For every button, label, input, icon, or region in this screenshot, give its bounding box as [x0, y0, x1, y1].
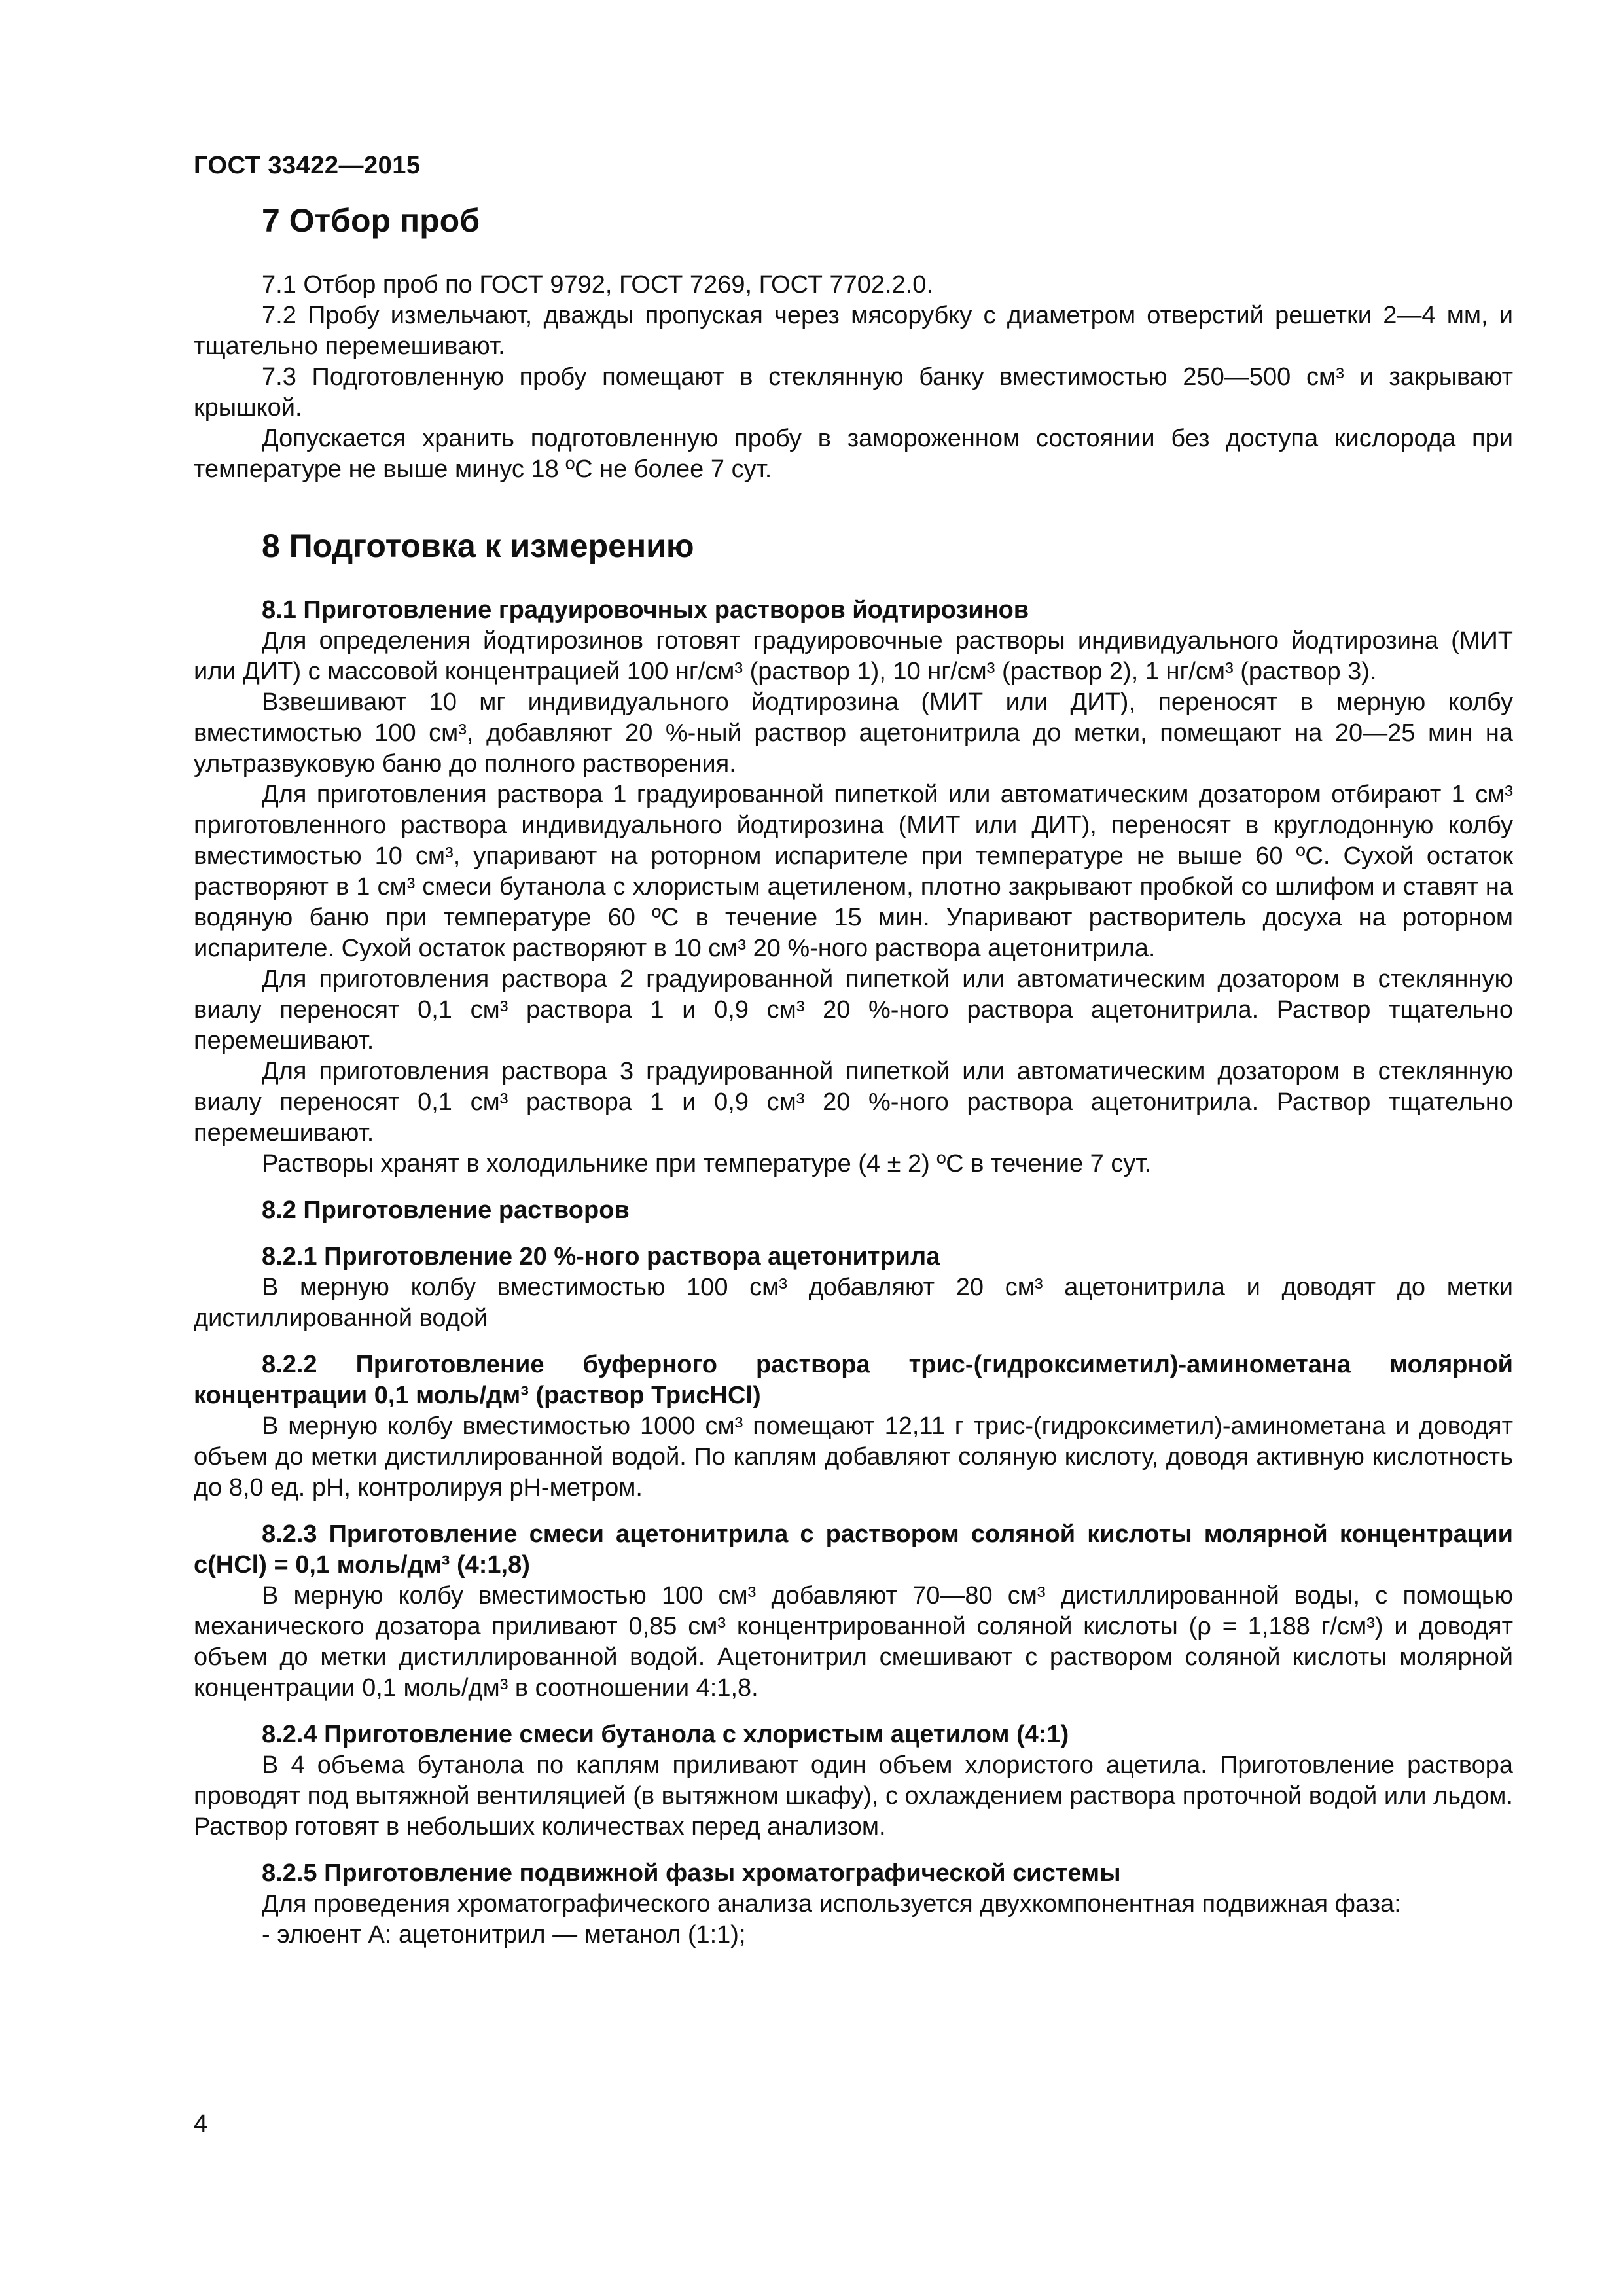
paragraph-8-2-2: В мерную колбу вместимостью 1000 см³ помещают 12,11 г трис-(гидроксиметил)-аминометана и доводят объем до метки дистиллированной водой. По каплям добавляют соляную кислоту, доводя активную кислотность до 8,0 ед. pH, контролируя pH-метром. [194, 1412, 1513, 1501]
subsection-8-1-heading: 8.1 Приготовление градуировочных растворов йодтирозинов [262, 596, 1029, 624]
subsection-8-2-2-heading: 8.2.2 Приготовление буферного раствора трис-(гидроксиметил)-аминометана молярной концентрации 0,1 моль/дм³ (раствор ТрисHCl) [194, 1351, 1513, 1409]
paragraph-7-storage: Допускается хранить подготовленную пробу в замороженном состоянии без доступа кислорода при температуре не выше минус 18 ºС не более 7 сут. [194, 425, 1513, 483]
paragraph-8-2-5: Для проведения хроматографического анализа используется двухкомпонентная подвижная фаза: [262, 1890, 1401, 1918]
paragraph-8-1-f: Растворы хранят в холодильнике при температуре (4 ± 2) ºС в течение 7 сут. [262, 1150, 1152, 1177]
list-item-eluent-a: - элюент А: ацетонитрил — метанол (1:1); [262, 1921, 746, 1948]
paragraph-8-2-4: В 4 объема бутанола по каплям приливают один объем хлористого ацетила. Приготовление раствора проводят под вытяжной вентиляцией (в вытяжном шкафу), с охлаждением раствора проточной водой или льдом. Раствор готовят в небольших количествах перед анализом. [194, 1751, 1513, 1840]
subsection-8-2-5-heading: 8.2.5 Приготовление подвижной фазы хроматографической системы [262, 1859, 1121, 1887]
subsection-8-2-4-heading: 8.2.4 Приготовление смеси бутанола с хлористым ацетилом (4:1) [262, 1721, 1069, 1748]
document-code-header: ГОСТ 33422—2015 [194, 152, 421, 179]
subsection-8-2-3-heading: 8.2.3 Приготовление смеси ацетонитрила с раствором соляной кислоты молярной концентрации с(HCl) = 0,1 моль/дм³ (4:1,8) [194, 1520, 1513, 1579]
subsection-8-2-1-heading: 8.2.1 Приготовление 20 %-ного раствора ацетонитрила [262, 1243, 940, 1270]
document-body [194, 196, 1513, 1950]
paragraph-8-2-1: В мерную колбу вместимостью 100 см³ добавляют 20 см³ ацетонитрила и доводят до метки дистиллированной водой [194, 1274, 1513, 1332]
paragraph-7-1: 7.1 Отбор проб по ГОСТ 9792, ГОСТ 7269, ГОСТ 7702.2.0. [262, 271, 933, 298]
page-number: 4 [194, 2110, 208, 2138]
paragraph-8-1-c: Для приготовления раствора 1 градуированной пипеткой или автоматическим дозатором отбирают 1 см³ приготовленного раствора индивидуального йодтирозина (МИТ или ДИТ), переносят в круглодонную колбу вместимостью 10 см³, упаривают на роторном испарителе при температуре не выше 60 ºС. Сухой остаток растворяют в 1 см³ смеси бутанола с хлористым ацетиленом, плотно закрывают пробкой со шлифом и ставят на водяную баню при температуре 60 ºС в течение 15 мин. Упаривают растворитель досуха на роторном испарителе. Сухой остаток растворяют в 10 см³ 20 %-ного раствора ацетонитрила. [194, 781, 1513, 962]
paragraph-8-2-3: В мерную колбу вместимостью 100 см³ добавляют 70—80 см³ дистиллированной воды, с помощью механического дозатора приливают 0,85 см³ концентрированной соляной кислоты (ρ = 1,188 г/см³) и доводят объем до метки дистиллированной водой. Ацетонитрил смешивают с раствором соляной кислоты молярной концентрации 0,1 моль/дм³ в соотношении 4:1,8. [194, 1582, 1513, 1702]
section-8-heading: 8 Подготовка к измерению [262, 528, 694, 564]
paragraph-8-1-e: Для приготовления раствора 3 градуированной пипеткой или автоматическим дозатором в стеклянную виалу переносят 0,1 см³ раствора 1 и 0,9 см³ 20 %-ного раствора ацетонитрила. Раствор тщательно перемешивают. [194, 1058, 1513, 1147]
paragraph-7-2: 7.2 Пробу измельчают, дважды пропуская через мясорубку с диаметром отверстий решетки 2—4 мм, и тщательно перемешивают. [194, 302, 1513, 360]
paragraph-8-1-b: Взвешивают 10 мг индивидуального йодтирозина (МИТ или ДИТ), переносят в мерную колбу вместимостью 100 см³, добавляют 20 %-ный раствор ацетонитрила до метки, помещают на 20—25 мин на ультразвуковую баню до полного растворения. [194, 689, 1513, 778]
section-7-heading: 7 Отбор проб [262, 202, 480, 239]
paragraph-8-1-a: Для определения йодтирозинов готовят градуировочные растворы индивидуального йодтирозина (МИТ или ДИТ) с массовой концентрацией 100 нг/см³ (раствор 1), 10 нг/см³ (раствор 2), 1 нг/см³ (раствор 3). [194, 627, 1513, 685]
paragraph-8-1-d: Для приготовления раствора 2 градуированной пипеткой или автоматическим дозатором в стеклянную виалу переносят 0,1 см³ раствора 1 и 0,9 см³ 20 %-ного раствора ацетонитрила. Раствор тщательно перемешивают. [194, 965, 1513, 1054]
subsection-8-2-heading: 8.2 Приготовление растворов [262, 1196, 630, 1224]
paragraph-7-3: 7.3 Подготовленную пробу помещают в стеклянную банку вместимостью 250—500 см³ и закрывают крышкой. [194, 363, 1513, 422]
